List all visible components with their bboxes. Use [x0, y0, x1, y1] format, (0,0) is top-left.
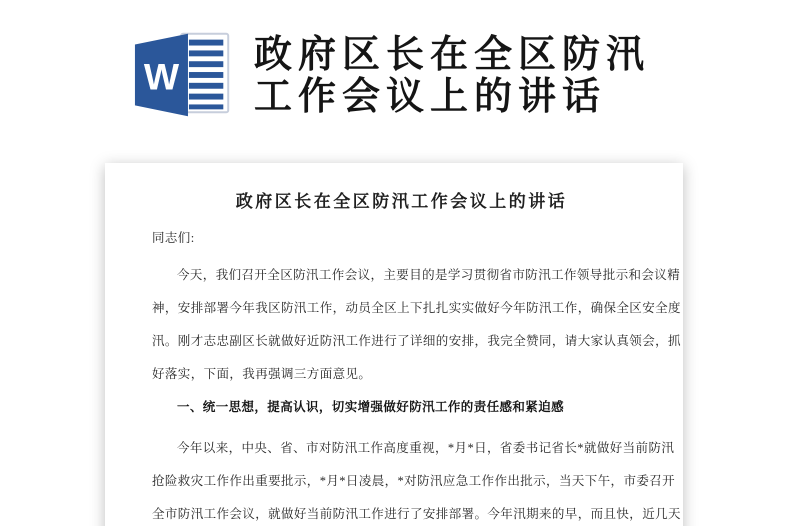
doc-section-heading: 一、统一思想，提高认识，切实增强做好防汛工作的责任感和紧迫感 — [177, 400, 565, 414]
document-preview-page — [105, 163, 683, 526]
document-title-line2: 工作会议上的讲话 — [254, 76, 607, 118]
doc-text-line: 抢险救灾工作作出重要批示，*月*日凌晨，*对防汛应急工作作出批示，当天下午，市委召开 — [152, 474, 676, 488]
doc-page-title: 政府区长在全区防汛工作会议上的讲话 — [235, 192, 568, 211]
document-title-heading — [254, 34, 650, 118]
doc-salutation: 同志们: — [152, 231, 195, 245]
doc-text-line: 今天，我们召开全区防汛工作会议，主要目的是学习贯彻省市防汛工作领导批示和会议精 — [177, 268, 681, 282]
word-icon-graphic — [132, 26, 240, 122]
doc-text-line: 汛。刚才志忠副区长就做好近防汛工作进行了详细的安排，我完全赞同，请大家认真领会，抓 — [152, 334, 681, 348]
document-title-line1: 政府区长在全区防汛 — [254, 34, 651, 76]
word-icon-letter: W — [143, 55, 180, 98]
document-header — [132, 26, 650, 122]
doc-text-line: 好落实，下面，我再强调三方面意见。 — [152, 367, 372, 381]
doc-text-line: 全市防汛工作会议，就做好当前防汛工作进行了安排部署。今年汛期来的早，而且快，近几天 — [152, 507, 681, 521]
doc-text-line: 今年以来，中央、省、市对防汛工作高度重视，*月*日，省委书记省长*就做好当前防汛 — [177, 441, 675, 455]
doc-text-line: 神，安排部署今年我区防汛工作，动员全区上下扎扎实实做好今年防汛工作，确保全区安全度 — [152, 301, 681, 315]
word-file-icon — [132, 26, 240, 122]
